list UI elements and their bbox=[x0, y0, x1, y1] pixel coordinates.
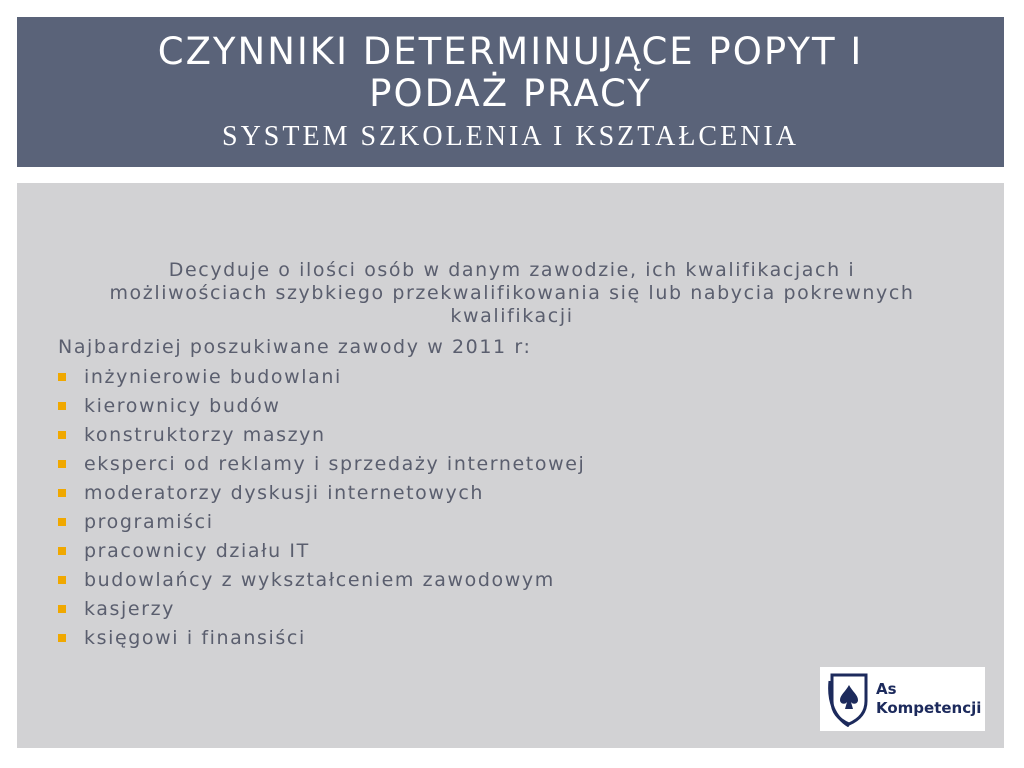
list-item-text: kasjerzy bbox=[84, 598, 176, 620]
list-item bbox=[58, 595, 585, 624]
list-item-text: inżynierowie budowlani bbox=[84, 366, 342, 388]
list-heading: Najbardziej poszukiwane zawody w 2011 r: bbox=[58, 336, 532, 358]
bullet-square-icon bbox=[58, 518, 66, 526]
list-item bbox=[58, 537, 585, 566]
bullet-square-icon bbox=[58, 576, 66, 584]
bullet-square-icon bbox=[58, 373, 66, 381]
bullet-list bbox=[58, 363, 585, 653]
shield-ace-icon bbox=[826, 671, 872, 727]
list-item-text: kierownicy budów bbox=[84, 395, 281, 417]
list-item bbox=[58, 392, 585, 421]
list-item-text: eksperci od reklamy i sprzedaży internetowej bbox=[84, 453, 586, 475]
list-item-text: programiści bbox=[84, 511, 214, 533]
logo-line2: Kompetencji bbox=[876, 699, 982, 717]
slide-subtitle: SYSTEM SZKOLENIA I KSZTAŁCENIA bbox=[222, 121, 799, 152]
list-item bbox=[58, 363, 585, 392]
bullet-square-icon bbox=[58, 605, 66, 613]
logo-wordmark bbox=[876, 680, 981, 718]
intro-line2: możliwościach szybkiego przekwalifikowania się lub nabycia pokrewnych bbox=[109, 282, 915, 304]
slide-title bbox=[17, 31, 1004, 115]
logo-line1: As bbox=[876, 680, 897, 698]
list-item-text: pracownicy działu IT bbox=[84, 540, 310, 562]
content-box bbox=[17, 183, 1004, 748]
bullet-square-icon bbox=[58, 431, 66, 439]
list-item bbox=[58, 624, 585, 653]
slide-title-line2: PODAŻ PRACY bbox=[369, 72, 652, 115]
list-item-text: konstruktorzy maszyn bbox=[84, 424, 326, 446]
intro-paragraph bbox=[47, 259, 977, 328]
slide-title-line1: CZYNNIKI DETERMINUJĄCE POPYT I bbox=[157, 30, 864, 73]
bullet-square-icon bbox=[58, 460, 66, 468]
bullet-square-icon bbox=[58, 402, 66, 410]
bullet-square-icon bbox=[58, 634, 66, 642]
bullet-square-icon bbox=[58, 547, 66, 555]
list-item bbox=[58, 450, 585, 479]
list-item-text: księgowi i finansiści bbox=[84, 627, 306, 649]
list-item-text: moderatorzy dyskusji internetowych bbox=[84, 482, 485, 504]
intro-line3: kwalifikacji bbox=[450, 305, 574, 327]
title-bar bbox=[17, 17, 1004, 167]
list-item bbox=[58, 479, 585, 508]
list-item bbox=[58, 421, 585, 450]
list-item bbox=[58, 508, 585, 537]
list-item bbox=[58, 566, 585, 595]
bullet-square-icon bbox=[58, 489, 66, 497]
list-item-text: budowlańcy z wykształceniem zawodowym bbox=[84, 569, 555, 591]
as-kompetencji-logo bbox=[820, 667, 985, 731]
intro-line1: Decyduje o ilości osób w danym zawodzie, ich kwalifikacjach i bbox=[168, 259, 856, 281]
